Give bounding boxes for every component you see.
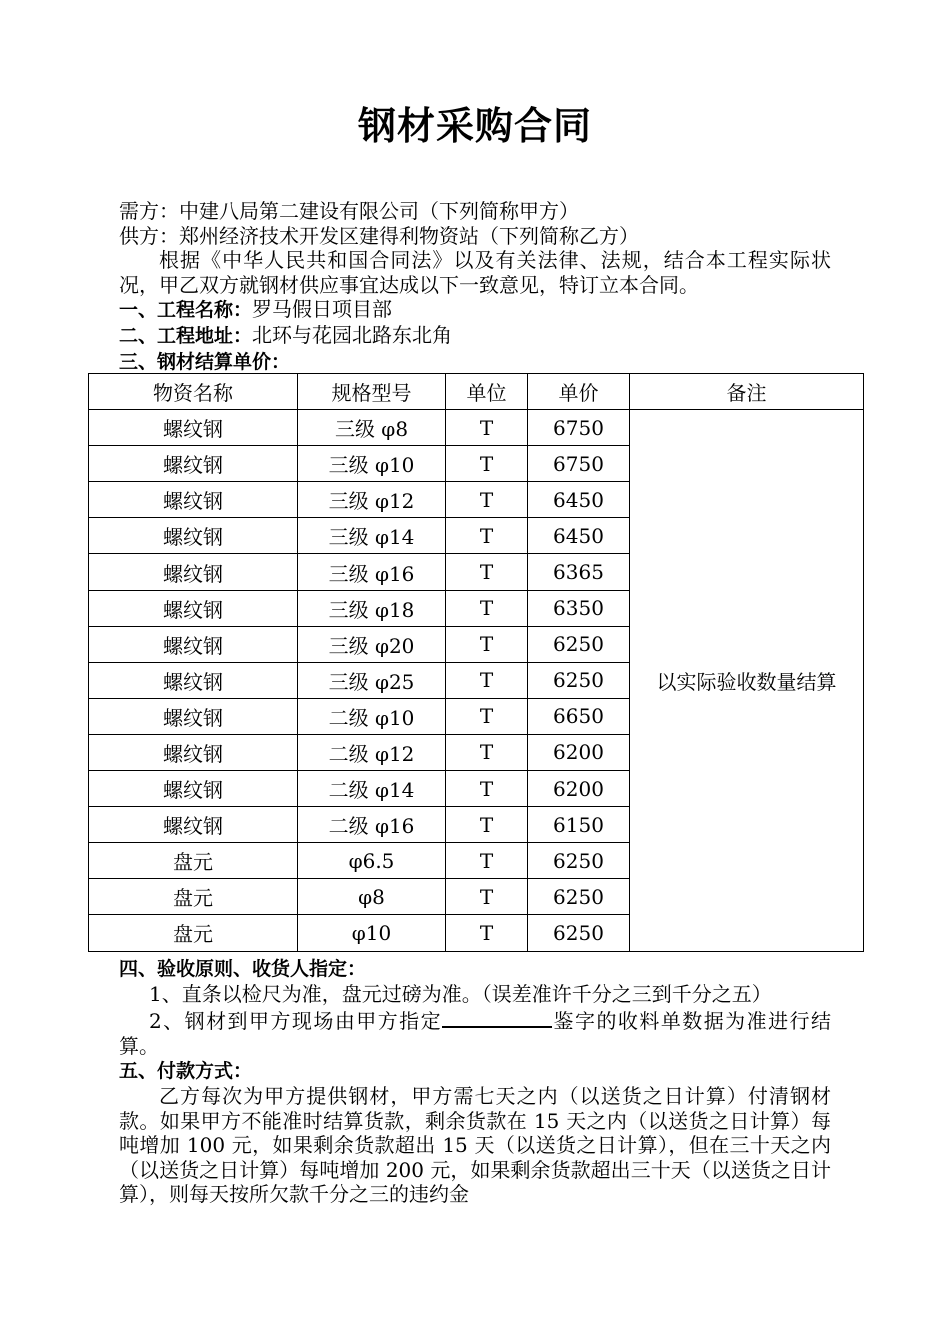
unit-cell: T xyxy=(446,518,528,554)
material-name-cell: 螺纹钢 xyxy=(89,518,298,554)
material-name-cell: 盘元 xyxy=(89,879,298,915)
acceptance-item-2-end: 鉴字的收料单数据为准进行结算。 xyxy=(119,1009,831,1058)
material-name-cell: 螺纹钢 xyxy=(89,482,298,518)
buyer-line: 需方：中建八局第二建设有限公司（下列简称甲方） xyxy=(119,199,579,223)
specification-cell: 二级 φ14 xyxy=(298,771,446,807)
unit-cell: T xyxy=(446,771,528,807)
material-name-cell: 螺纹钢 xyxy=(89,807,298,843)
unit-price-cell: 6200 xyxy=(528,734,630,770)
unit-cell: T xyxy=(446,446,528,482)
unit-cell: T xyxy=(446,626,528,662)
specification-cell: 二级 φ16 xyxy=(298,807,446,843)
table-row xyxy=(89,410,864,446)
material-name-cell: 螺纹钢 xyxy=(89,446,298,482)
material-name-cell: 螺纹钢 xyxy=(89,626,298,662)
unit-cell: T xyxy=(446,698,528,734)
unit-price-cell: 6200 xyxy=(528,771,630,807)
project-name-label: 一、工程名称： xyxy=(119,299,253,322)
price-section-heading xyxy=(119,349,831,375)
acceptance-item-2 xyxy=(119,1006,831,1058)
unit-price-cell: 6250 xyxy=(528,915,630,951)
payment-paragraph: 乙方每次为甲方提供钢材，甲方需七天之内（以送货之日计算）付清钢材款。如果甲方不能准时结算货款，剩余货款在 15 天之内（以送货之日计算）每吨增加 100 元，如果剩余货款超出 15 天（以送货之日计算），但在三十天之内（以送货之日计算）每吨增加 200 元，如果剩余货款超出三十天（以送货之日计算），则每天按所欠款千分之三的违约金 xyxy=(119,1083,831,1207)
remark-cell: 以实际验收数量结算 xyxy=(630,410,864,951)
acceptance-item-1: 1、直条以检尺为准，盘元过磅为准。（误差准许千分之三到千分之五） xyxy=(149,981,772,1006)
unit-price-cell: 6250 xyxy=(528,662,630,698)
unit-price-cell: 6750 xyxy=(528,410,630,446)
specification-cell: 二级 φ10 xyxy=(298,698,446,734)
unit-price-cell: 6450 xyxy=(528,482,630,518)
unit-price-cell: 6250 xyxy=(528,843,630,879)
unit-cell: T xyxy=(446,807,528,843)
specification-cell: φ6.5 xyxy=(298,843,446,879)
material-name-cell: 螺纹钢 xyxy=(89,771,298,807)
unit-price-cell: 6365 xyxy=(528,554,630,590)
contract-terms-section xyxy=(119,956,831,1207)
specification-cell: 三级 φ8 xyxy=(298,410,446,446)
specification-cell: 二级 φ12 xyxy=(298,734,446,770)
unit-price-cell: 6750 xyxy=(528,446,630,482)
material-name-cell: 螺纹钢 xyxy=(89,734,298,770)
header-remark: 备注 xyxy=(630,374,864,410)
unit-cell: T xyxy=(446,554,528,590)
material-name-cell: 螺纹钢 xyxy=(89,698,298,734)
unit-price-cell: 6650 xyxy=(528,698,630,734)
unit-price-cell: 6450 xyxy=(528,518,630,554)
material-name-cell: 盘元 xyxy=(89,843,298,879)
acceptance-label: 四、验收原则、收货人指定： xyxy=(119,958,367,980)
price-section-label: 三、钢材结算单价： xyxy=(119,350,291,373)
acceptance-item-2-start: 2、钢材到甲方现场由甲方指定 xyxy=(149,1009,443,1034)
header-unit: 单位 xyxy=(446,374,528,410)
project-address-value: 北环与花园北路东北角 xyxy=(252,322,453,347)
material-name-cell: 螺纹钢 xyxy=(89,554,298,590)
unit-cell: T xyxy=(446,482,528,518)
payment-label: 五、付款方式： xyxy=(119,1060,253,1083)
specification-cell: 三级 φ16 xyxy=(298,554,446,590)
receiver-signature-blank xyxy=(442,1006,552,1028)
unit-price-cell: 6250 xyxy=(528,879,630,915)
material-name-cell: 螺纹钢 xyxy=(89,662,298,698)
table-header-row xyxy=(89,374,864,410)
specification-cell: 三级 φ10 xyxy=(298,446,446,482)
specification-cell: 三级 φ12 xyxy=(298,482,446,518)
project-name-line xyxy=(119,297,831,323)
unit-cell: T xyxy=(446,734,528,770)
material-name-cell: 螺纹钢 xyxy=(89,410,298,446)
unit-cell: T xyxy=(446,590,528,626)
acceptance-heading xyxy=(119,956,831,982)
unit-cell: T xyxy=(446,879,528,915)
specification-cell: 三级 φ14 xyxy=(298,518,446,554)
project-address-line xyxy=(119,323,831,349)
document-title: 钢材采购合同 xyxy=(357,104,592,148)
unit-price-cell: 6150 xyxy=(528,807,630,843)
payment-heading xyxy=(119,1058,831,1084)
material-name-cell: 螺纹钢 xyxy=(89,590,298,626)
unit-cell: T xyxy=(446,843,528,879)
project-name-value: 罗马假日项目部 xyxy=(252,297,393,322)
basis-paragraph: 根据《中华人民共和国合同法》以及有关法律、法规，结合本工程实际状况，甲乙双方就钢材供应事宜达成以下一致意见，特订立本合同。 xyxy=(119,248,831,297)
project-address-label: 二、工程地址： xyxy=(119,324,253,347)
unit-price-cell: 6350 xyxy=(528,590,630,626)
specification-cell: 三级 φ18 xyxy=(298,590,446,626)
unit-price-cell: 6250 xyxy=(528,626,630,662)
material-name-cell: 盘元 xyxy=(89,915,298,951)
unit-cell: T xyxy=(446,915,528,951)
table-body xyxy=(89,410,864,951)
supplier-line: 供方：郑州经济技术开发区建得利物资站（下列简称乙方） xyxy=(119,223,639,248)
header-material-name: 物资名称 xyxy=(89,374,298,410)
specification-cell: φ10 xyxy=(298,915,446,951)
unit-cell: T xyxy=(446,410,528,446)
steel-price-table xyxy=(88,373,864,952)
header-specification: 规格型号 xyxy=(298,374,446,410)
contract-header-section xyxy=(119,199,831,374)
specification-cell: φ8 xyxy=(298,879,446,915)
specification-cell: 三级 φ20 xyxy=(298,626,446,662)
header-unit-price: 单价 xyxy=(528,374,630,410)
unit-cell: T xyxy=(446,662,528,698)
specification-cell: 三级 φ25 xyxy=(298,662,446,698)
